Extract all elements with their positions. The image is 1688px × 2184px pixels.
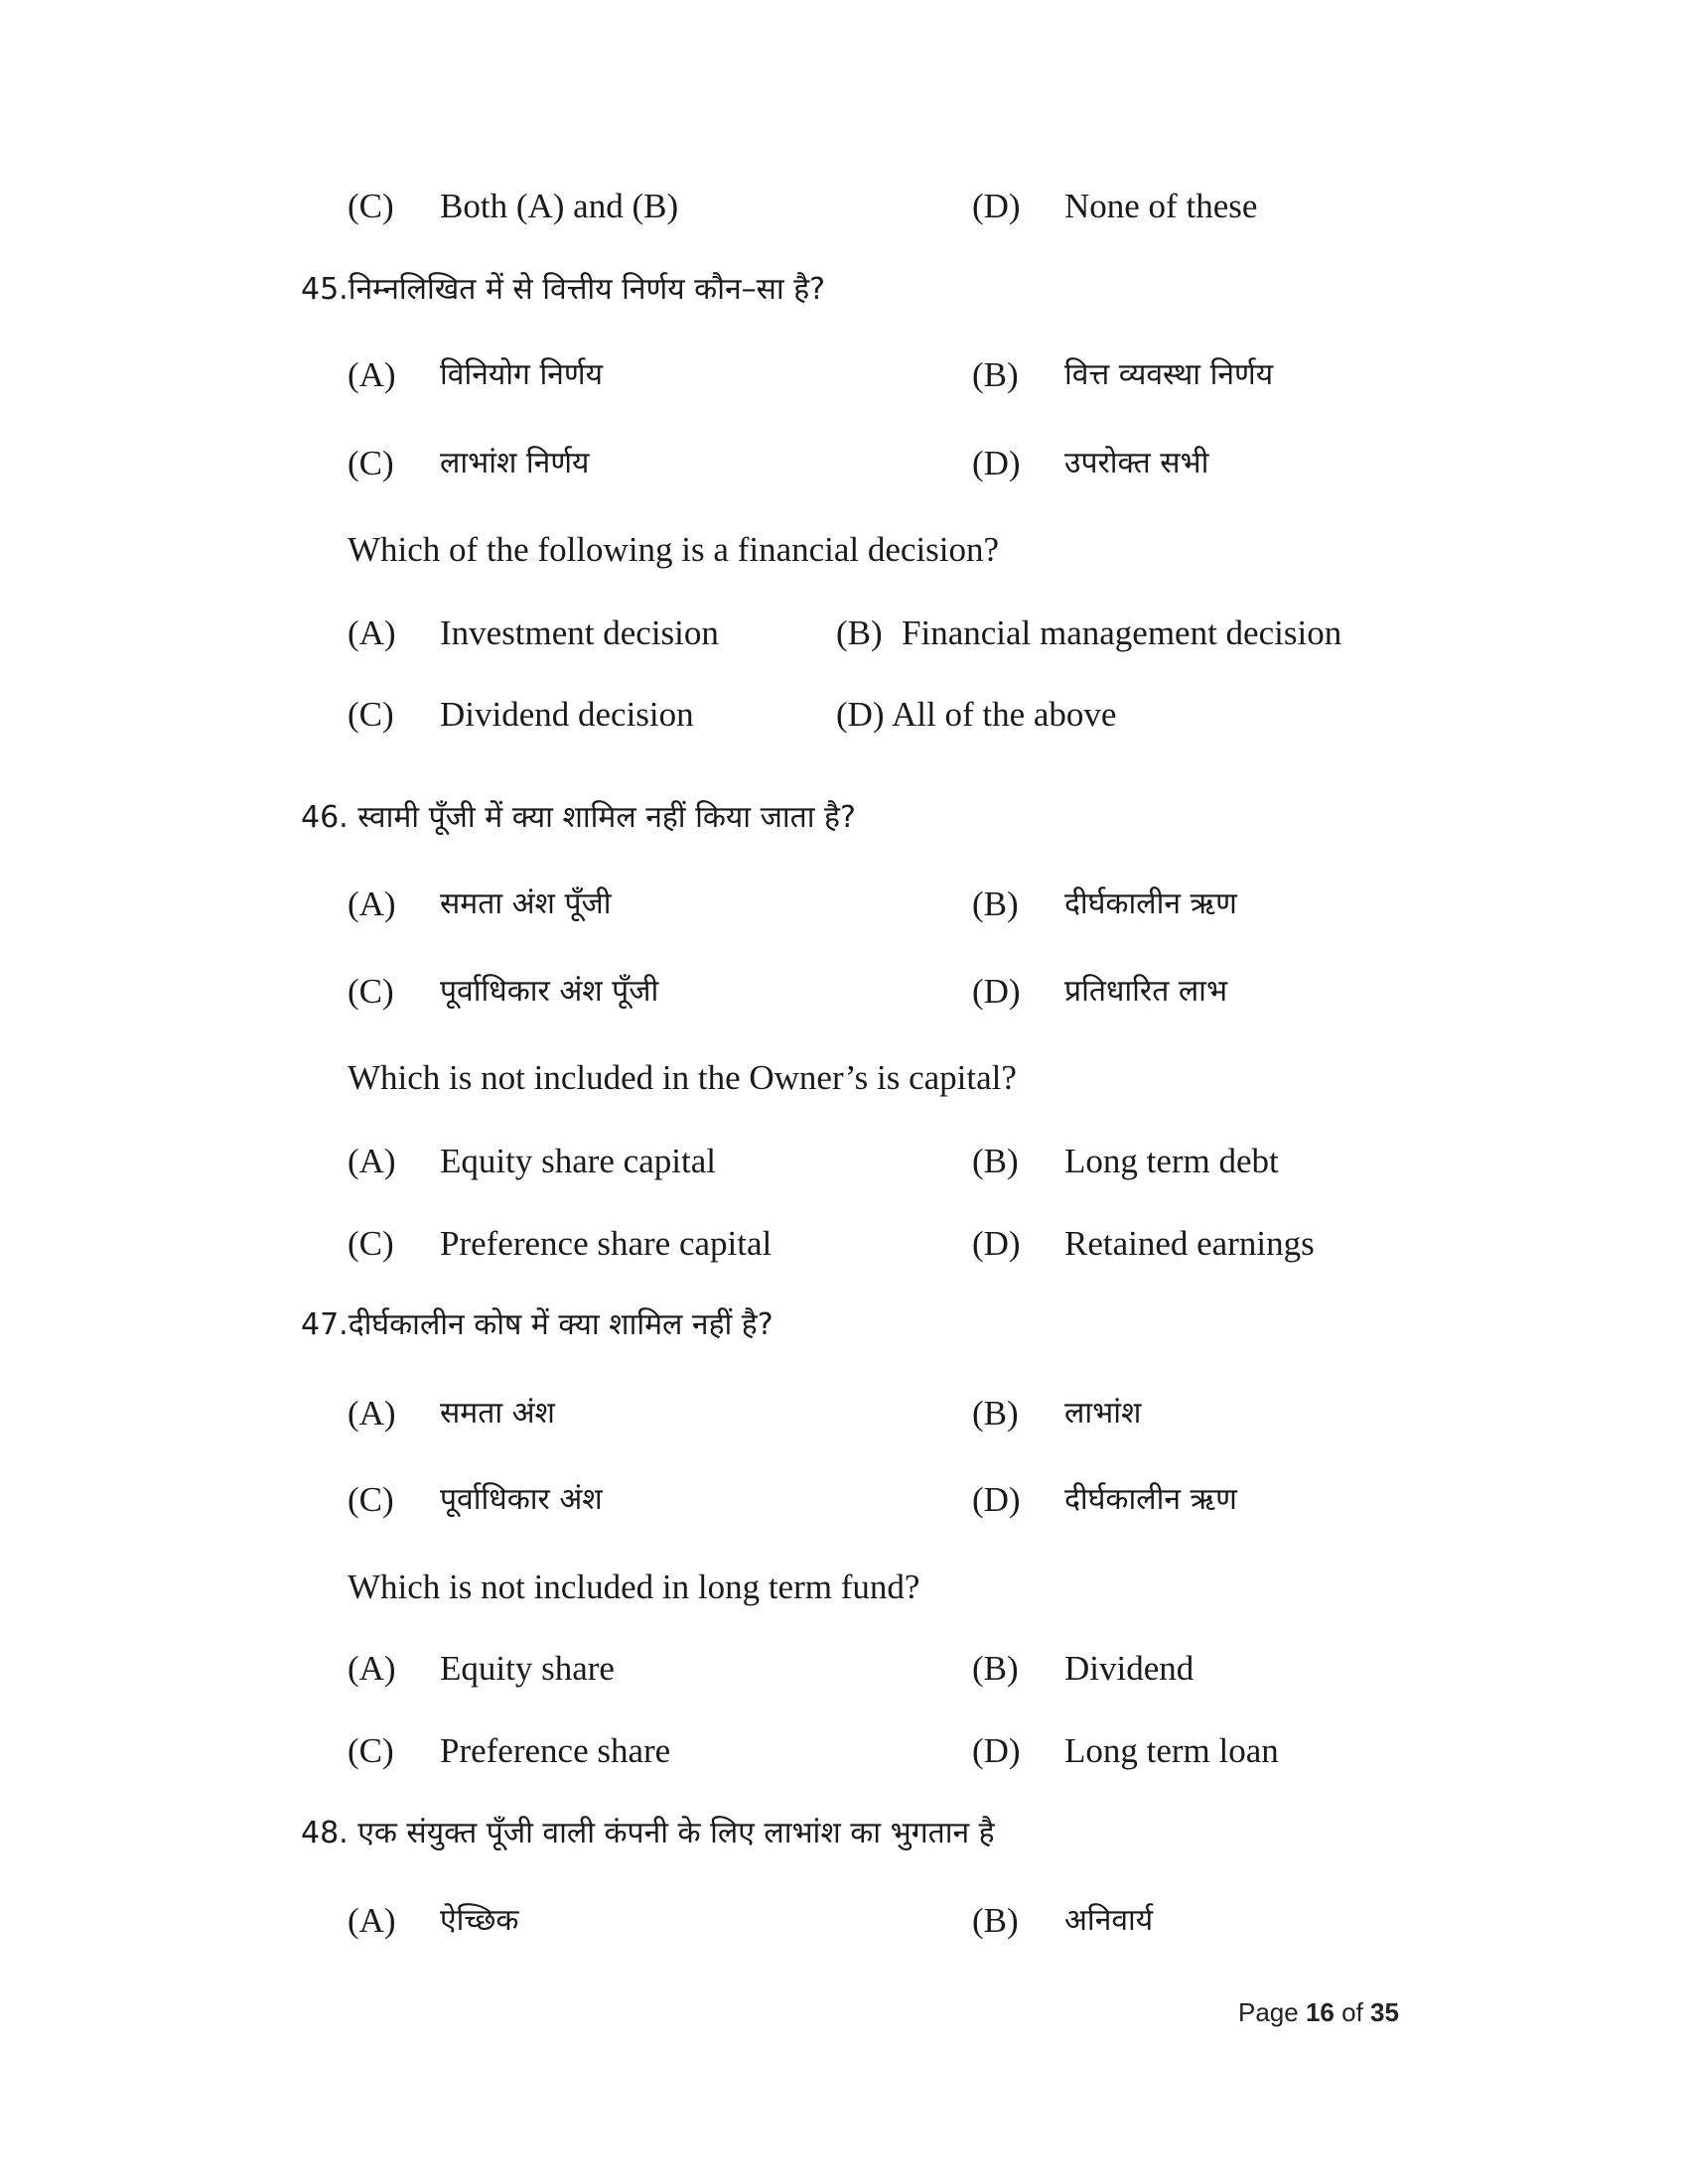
option-text: ऐच्छिक — [440, 1903, 519, 1938]
option-label: (D) — [972, 444, 1021, 482]
option-text: लाभांश निर्णय — [440, 446, 590, 480]
option-text: विनियोग निर्णय — [440, 357, 603, 392]
option-label: (B) — [972, 1394, 1019, 1433]
option-label: (C) — [348, 187, 394, 225]
option-label: (A) — [348, 355, 396, 394]
option-label: (A) — [348, 1649, 396, 1688]
option-text: Long term loan — [1064, 1731, 1279, 1770]
option-text: प्रतिधारित लाभ — [1064, 974, 1228, 1009]
option-text: Dividend — [1064, 1649, 1195, 1688]
option-label: (C) — [348, 444, 394, 482]
option-label: (B) — [972, 885, 1019, 923]
option-label: (D) — [836, 695, 885, 734]
option-text: Financial management decision — [902, 614, 1342, 652]
option-text: समता अंश — [440, 1396, 555, 1431]
question-hindi: 45.निम्नलिखित में से वित्तीय निर्णय कौन–सा है? — [301, 272, 826, 307]
option-text: All of the above — [892, 695, 1117, 734]
page-total: 35 — [1370, 1997, 1399, 2027]
option-label: (A) — [348, 1901, 396, 1940]
option-label: (B) — [972, 1901, 1019, 1940]
option-label: (D) — [972, 1480, 1021, 1519]
option-label: (C) — [348, 695, 394, 734]
page-prefix: Page — [1238, 1997, 1299, 2027]
option-text: Retained earnings — [1064, 1224, 1315, 1263]
question-english: Which is not included in long term fund? — [348, 1568, 920, 1606]
option-label: (B) — [836, 614, 883, 652]
option-label: (C) — [348, 1224, 394, 1263]
option-label: (B) — [972, 355, 1019, 394]
option-text: Equity share — [440, 1649, 615, 1688]
question-hindi: 48. एक संयुक्त पूँजी वाली कंपनी के लिए लाभांश का भुगतान है — [301, 1816, 995, 1850]
option-label: (D) — [972, 187, 1021, 225]
question-hindi: 46. स्वामी पूँजी में क्या शामिल नहीं किया जाता है? — [301, 800, 856, 835]
option-label: (A) — [348, 1142, 396, 1180]
option-text: उपरोक्त सभी — [1064, 446, 1209, 480]
option-text: लाभांश — [1064, 1396, 1142, 1431]
option-label: (D) — [972, 972, 1021, 1011]
option-label: (C) — [348, 1480, 394, 1519]
option-text: अनिवार्य — [1064, 1903, 1154, 1938]
option-label: (D) — [972, 1731, 1021, 1770]
option-label: (C) — [348, 972, 394, 1011]
option-label: (B) — [972, 1649, 1019, 1688]
option-label: (A) — [348, 1394, 396, 1433]
option-text: Dividend decision — [440, 695, 694, 734]
option-text: Preference share — [440, 1731, 671, 1770]
option-text: Long term debt — [1064, 1142, 1279, 1180]
option-text: Both (A) and (B) — [440, 187, 679, 225]
page-of: of — [1341, 1997, 1363, 2027]
question-hindi: 47.दीर्घकालीन कोष में क्या शामिल नहीं है? — [301, 1307, 774, 1342]
option-label: (A) — [348, 885, 396, 923]
option-text: दीर्घकालीन ऋण — [1064, 1482, 1237, 1517]
option-text: दीर्घकालीन ऋण — [1064, 887, 1237, 921]
option-label: (B) — [972, 1142, 1019, 1180]
option-label: (D) — [972, 1224, 1021, 1263]
option-label: (C) — [348, 1731, 394, 1770]
option-text: Investment decision — [440, 614, 719, 652]
question-english: Which of the following is a financial decision? — [348, 530, 1000, 569]
question-english: Which is not included in the Owner’s is capital? — [348, 1058, 1017, 1097]
page-number — [1238, 1997, 1399, 2028]
option-label: (A) — [348, 614, 396, 652]
option-text: None of these — [1064, 187, 1258, 225]
option-text: समता अंश पूँजी — [440, 887, 612, 921]
option-text: वित्त व्यवस्था निर्णय — [1064, 357, 1274, 392]
option-text: पूर्वाधिकार अंश पूँजी — [440, 974, 659, 1009]
option-text: Equity share capital — [440, 1142, 716, 1180]
option-text: पूर्वाधिकार अंश — [440, 1482, 603, 1517]
page-current: 16 — [1305, 1997, 1335, 2027]
option-text: Preference share capital — [440, 1224, 773, 1263]
